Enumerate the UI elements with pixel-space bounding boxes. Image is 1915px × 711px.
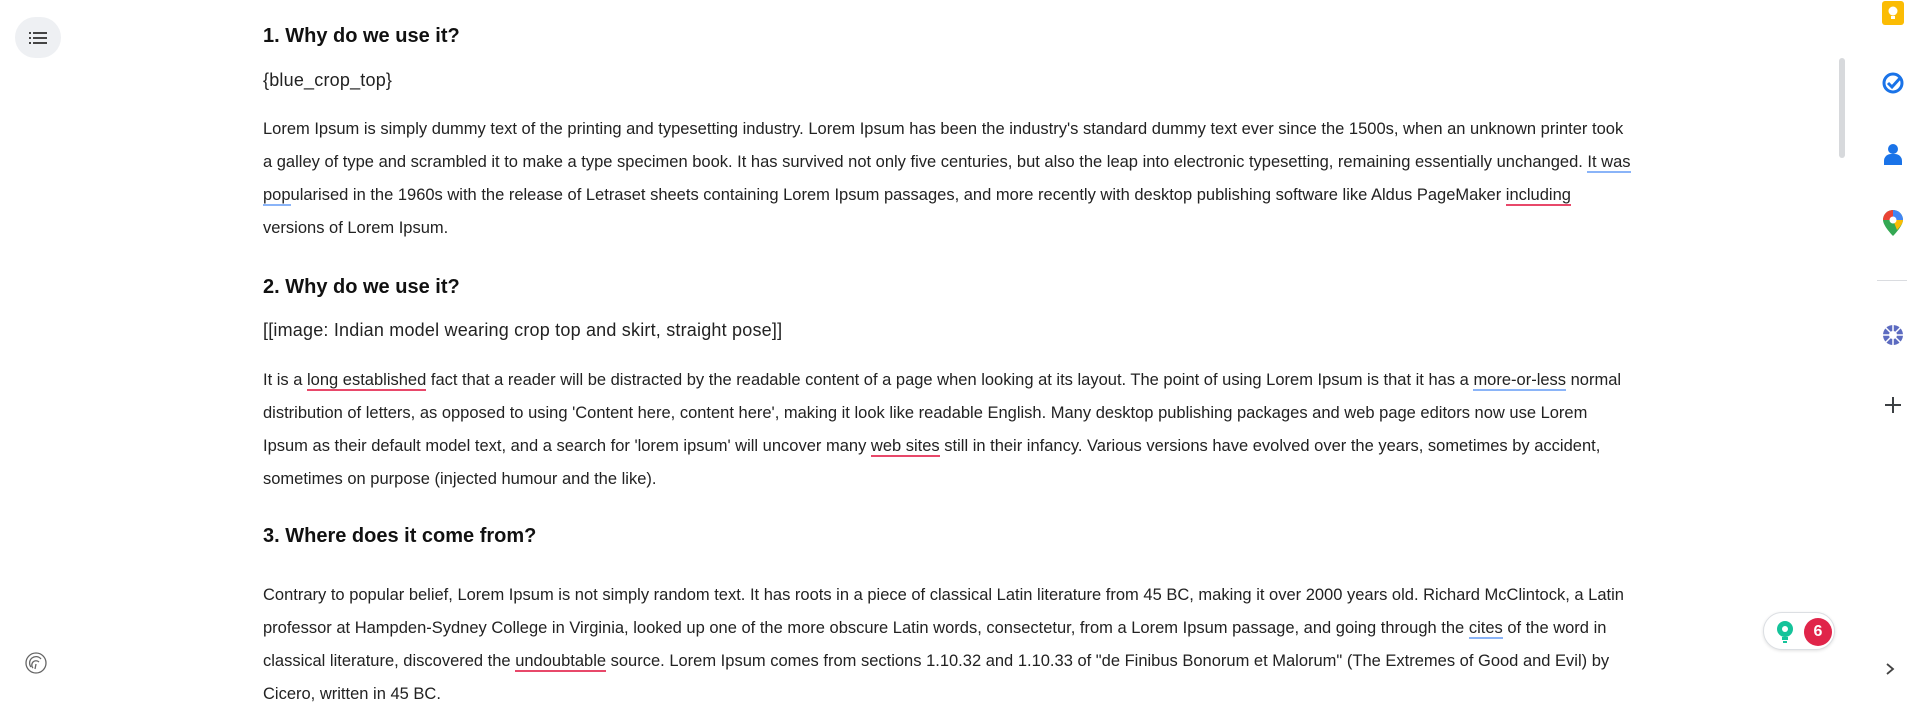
issue-count-badge: 6 <box>1804 618 1832 646</box>
section-heading-3: 3. Where does it come from? <box>263 525 537 547</box>
paragraph-text: Contrary to popular belief, Lorem Ipsum is not simply random text. It has roots in a piece of classical Latin literature from 45 BC, making it over 2000 years old. Richard McClintock, a Latin professor at Hampden-Sydney College in Virginia, looked up one of the more obscure Latin words, consectetur, from a Lorem Ipsum passage, and going through the <box>263 586 1624 637</box>
paragraph-text: fact that a reader will be distracted by the readable content of a page when looking at its layout. The point of using Lorem Ipsum is that it has a <box>426 371 1474 389</box>
paragraph-text: source. Lorem Ipsum comes from sections 1.10.32 and 1.10.33 of "de Finibus Bonorum et Malorum" (The Extremes of Good and Evil) by Cicero, written in 45 BC. <box>263 652 1610 703</box>
maps-icon[interactable] <box>1880 210 1906 236</box>
contacts-icon[interactable] <box>1880 141 1906 167</box>
paragraph-text: of the word in classical literature, discovered the <box>263 619 1607 670</box>
tasks-icon[interactable] <box>1880 70 1906 96</box>
addon-icon[interactable] <box>1880 322 1906 348</box>
section-heading-1: 1. Why do we use it? <box>263 25 460 47</box>
lightbulb-icon <box>1773 619 1797 645</box>
image-placeholder-1: {blue_crop_top} <box>263 70 393 90</box>
paragraph-text: normal distribution of letters, as opposed to using 'Content here, content here', making it look like readable English. Many desktop publishing packages and web page editors now use Lorem Ipsum as their default model text, and a search for 'lorem ipsum' will uncover many <box>263 371 1622 455</box>
scrollbar-thumb[interactable] <box>1839 58 1845 158</box>
side-panel <box>1860 0 1915 677</box>
side-panel-divider <box>1877 280 1907 281</box>
document-scrollbar[interactable] <box>1836 50 1848 670</box>
spelling-flag[interactable]: long established <box>307 371 427 389</box>
document-body[interactable] <box>263 0 1633 703</box>
chevron-right-icon[interactable] <box>1882 662 1898 676</box>
section-paragraph-3 <box>263 579 1633 711</box>
paragraph-text: Lorem Ipsum is simply dummy text of the printing and typesetting industry. Lorem Ipsum has been the industry's standard dummy text ever since the 1500s, when an unknown printer took a galley of type and scrambled it to make a type specimen book. It has survived not only five centuries, but also the leap into electronic typesetting, remaining essentially unchanged. <box>263 120 1624 171</box>
paragraph-text: still in their infancy. Various versions have evolved over the years, sometimes by accident, sometimes on purpose (injected humour and the like). <box>263 437 1601 488</box>
spelling-flag[interactable]: web sites <box>870 437 940 455</box>
fingerprint-icon[interactable] <box>24 651 48 675</box>
spelling-flag[interactable]: including <box>1505 186 1571 204</box>
image-placeholder-2: [[image: Indian model wearing crop top and skirt, straight pose]] <box>263 320 783 340</box>
keep-icon[interactable] <box>1880 0 1906 26</box>
grammar-flag[interactable]: It was pop <box>263 153 1631 204</box>
show-outline-button[interactable] <box>15 17 61 58</box>
spelling-flag[interactable]: undoubtable <box>515 652 607 670</box>
paragraph-text: It is a <box>263 371 308 389</box>
outline-list-icon <box>29 31 47 45</box>
grammar-flag[interactable]: more-or-less <box>1473 371 1567 389</box>
grammar-checker-widget[interactable] <box>1763 612 1835 650</box>
section-paragraph-1 <box>263 113 1633 245</box>
paragraph-text: ularised in the 1960s with the release of Letraset sheets containing Lorem Ipsum passages, and more recently with desktop publishing software like Aldus PageMaker <box>290 186 1506 204</box>
paragraph-text: versions of Lorem Ipsum. <box>263 219 449 237</box>
section-heading-2: 2. Why do we use it? <box>263 276 460 298</box>
add-icon[interactable] <box>1880 392 1906 418</box>
section-paragraph-2 <box>263 364 1633 496</box>
grammar-flag[interactable]: cites <box>1468 619 1503 637</box>
